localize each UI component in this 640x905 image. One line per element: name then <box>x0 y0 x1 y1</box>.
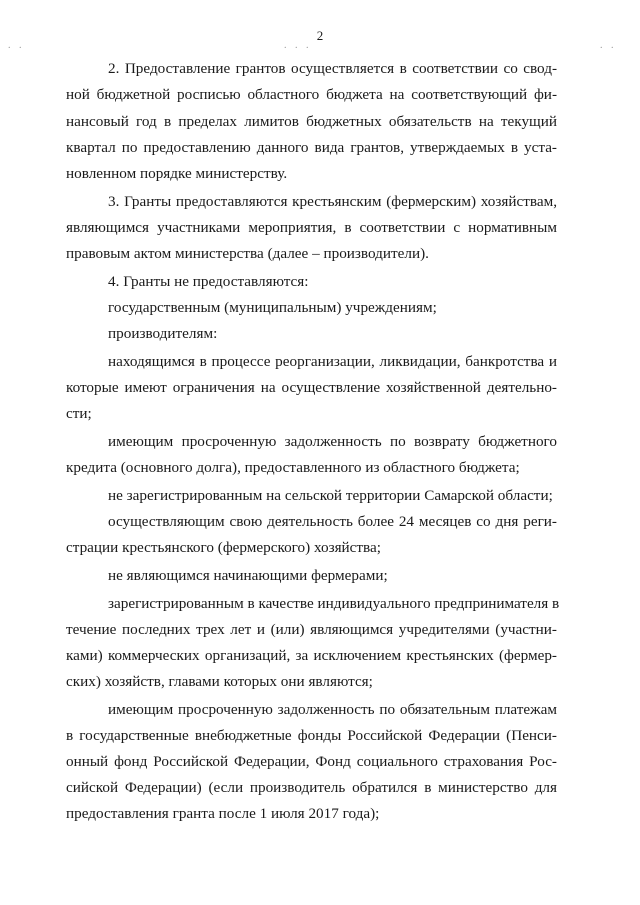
paragraph-line: сийской Федерации) (если производитель обратился в министерство для <box>66 779 557 796</box>
paragraph-line: осуществляющим свою деятельность более 24 месяцев со дня реги- <box>108 513 557 530</box>
paragraph-line: квартал по предоставлению данного вида грантов, утверждаемых в уста- <box>66 139 557 156</box>
paragraph-line: предоставления гранта после 1 июля 2017 года); <box>66 805 380 822</box>
paragraph-line: правовым актом министерства (далее – производители). <box>66 245 429 262</box>
paragraph-line: 4. Гранты не предоставляются: <box>108 273 309 290</box>
scan-mark: . . <box>8 40 25 51</box>
paragraph-line: государственным (муниципальным) учреждениям; <box>108 299 437 316</box>
paragraph-line: находящимся в процессе реорганизации, ликвидации, банкротства и <box>108 353 557 370</box>
paragraph-line: являющимся участниками мероприятия, в соответствии с нормативным <box>66 219 557 236</box>
paragraph-line: 2. Предоставление грантов осуществляется в соответствии со свод- <box>108 60 557 77</box>
scan-mark: . . . <box>284 40 312 51</box>
paragraph-line: не зарегистрированным на сельской территории Самарской области; <box>108 487 553 504</box>
paragraph-line: течение последних трех лет и (или) являющимся учредителями (участни- <box>66 621 557 638</box>
paragraph-line: страции крестьянского (фермерского) хозяйства; <box>66 539 381 556</box>
paragraph-line: зарегистрированным в качестве индивидуального предпринимателя в <box>108 595 560 612</box>
paragraph-line: не являющимся начинающими фермерами; <box>108 567 388 584</box>
paragraph-line: нансовый год в пределах лимитов бюджетных обязательств на текущий <box>66 113 557 130</box>
paragraph-line: кредита (основного долга), предоставленного из областного бюджета; <box>66 459 520 476</box>
paragraph-line: имеющим просроченную задолженность по возврату бюджетного <box>108 433 557 450</box>
paragraph-line: производителям: <box>108 325 218 342</box>
paragraph-line: ками) коммерческих организаций, за исключением крестьянских (фермер- <box>66 647 557 664</box>
paragraph-line: 3. Гранты предоставляются крестьянским (фермерским) хозяйствам, <box>108 193 557 210</box>
paragraph-line: в государственные внебюджетные фонды Российской Федерации (Пенси- <box>66 727 557 744</box>
scan-mark: . . <box>600 40 617 51</box>
paragraph-line: сти; <box>66 405 92 422</box>
paragraph-line: онный фонд Российской Федерации, Фонд социального страхования Рос- <box>66 753 557 770</box>
paragraph-line: имеющим просроченную задолженность по обязательным платежам <box>108 701 557 718</box>
page-number: 2 <box>316 28 324 43</box>
paragraph-line: которые имеют ограничения на осуществление хозяйственной деятельно- <box>66 379 557 396</box>
paragraph-line: новленном порядке министерству. <box>66 165 288 182</box>
paragraph-line: ной бюджетной росписью областного бюджета на соответствующий фи- <box>66 86 557 103</box>
paragraph-line: ских) хозяйств, главами которых они являются; <box>66 673 373 690</box>
